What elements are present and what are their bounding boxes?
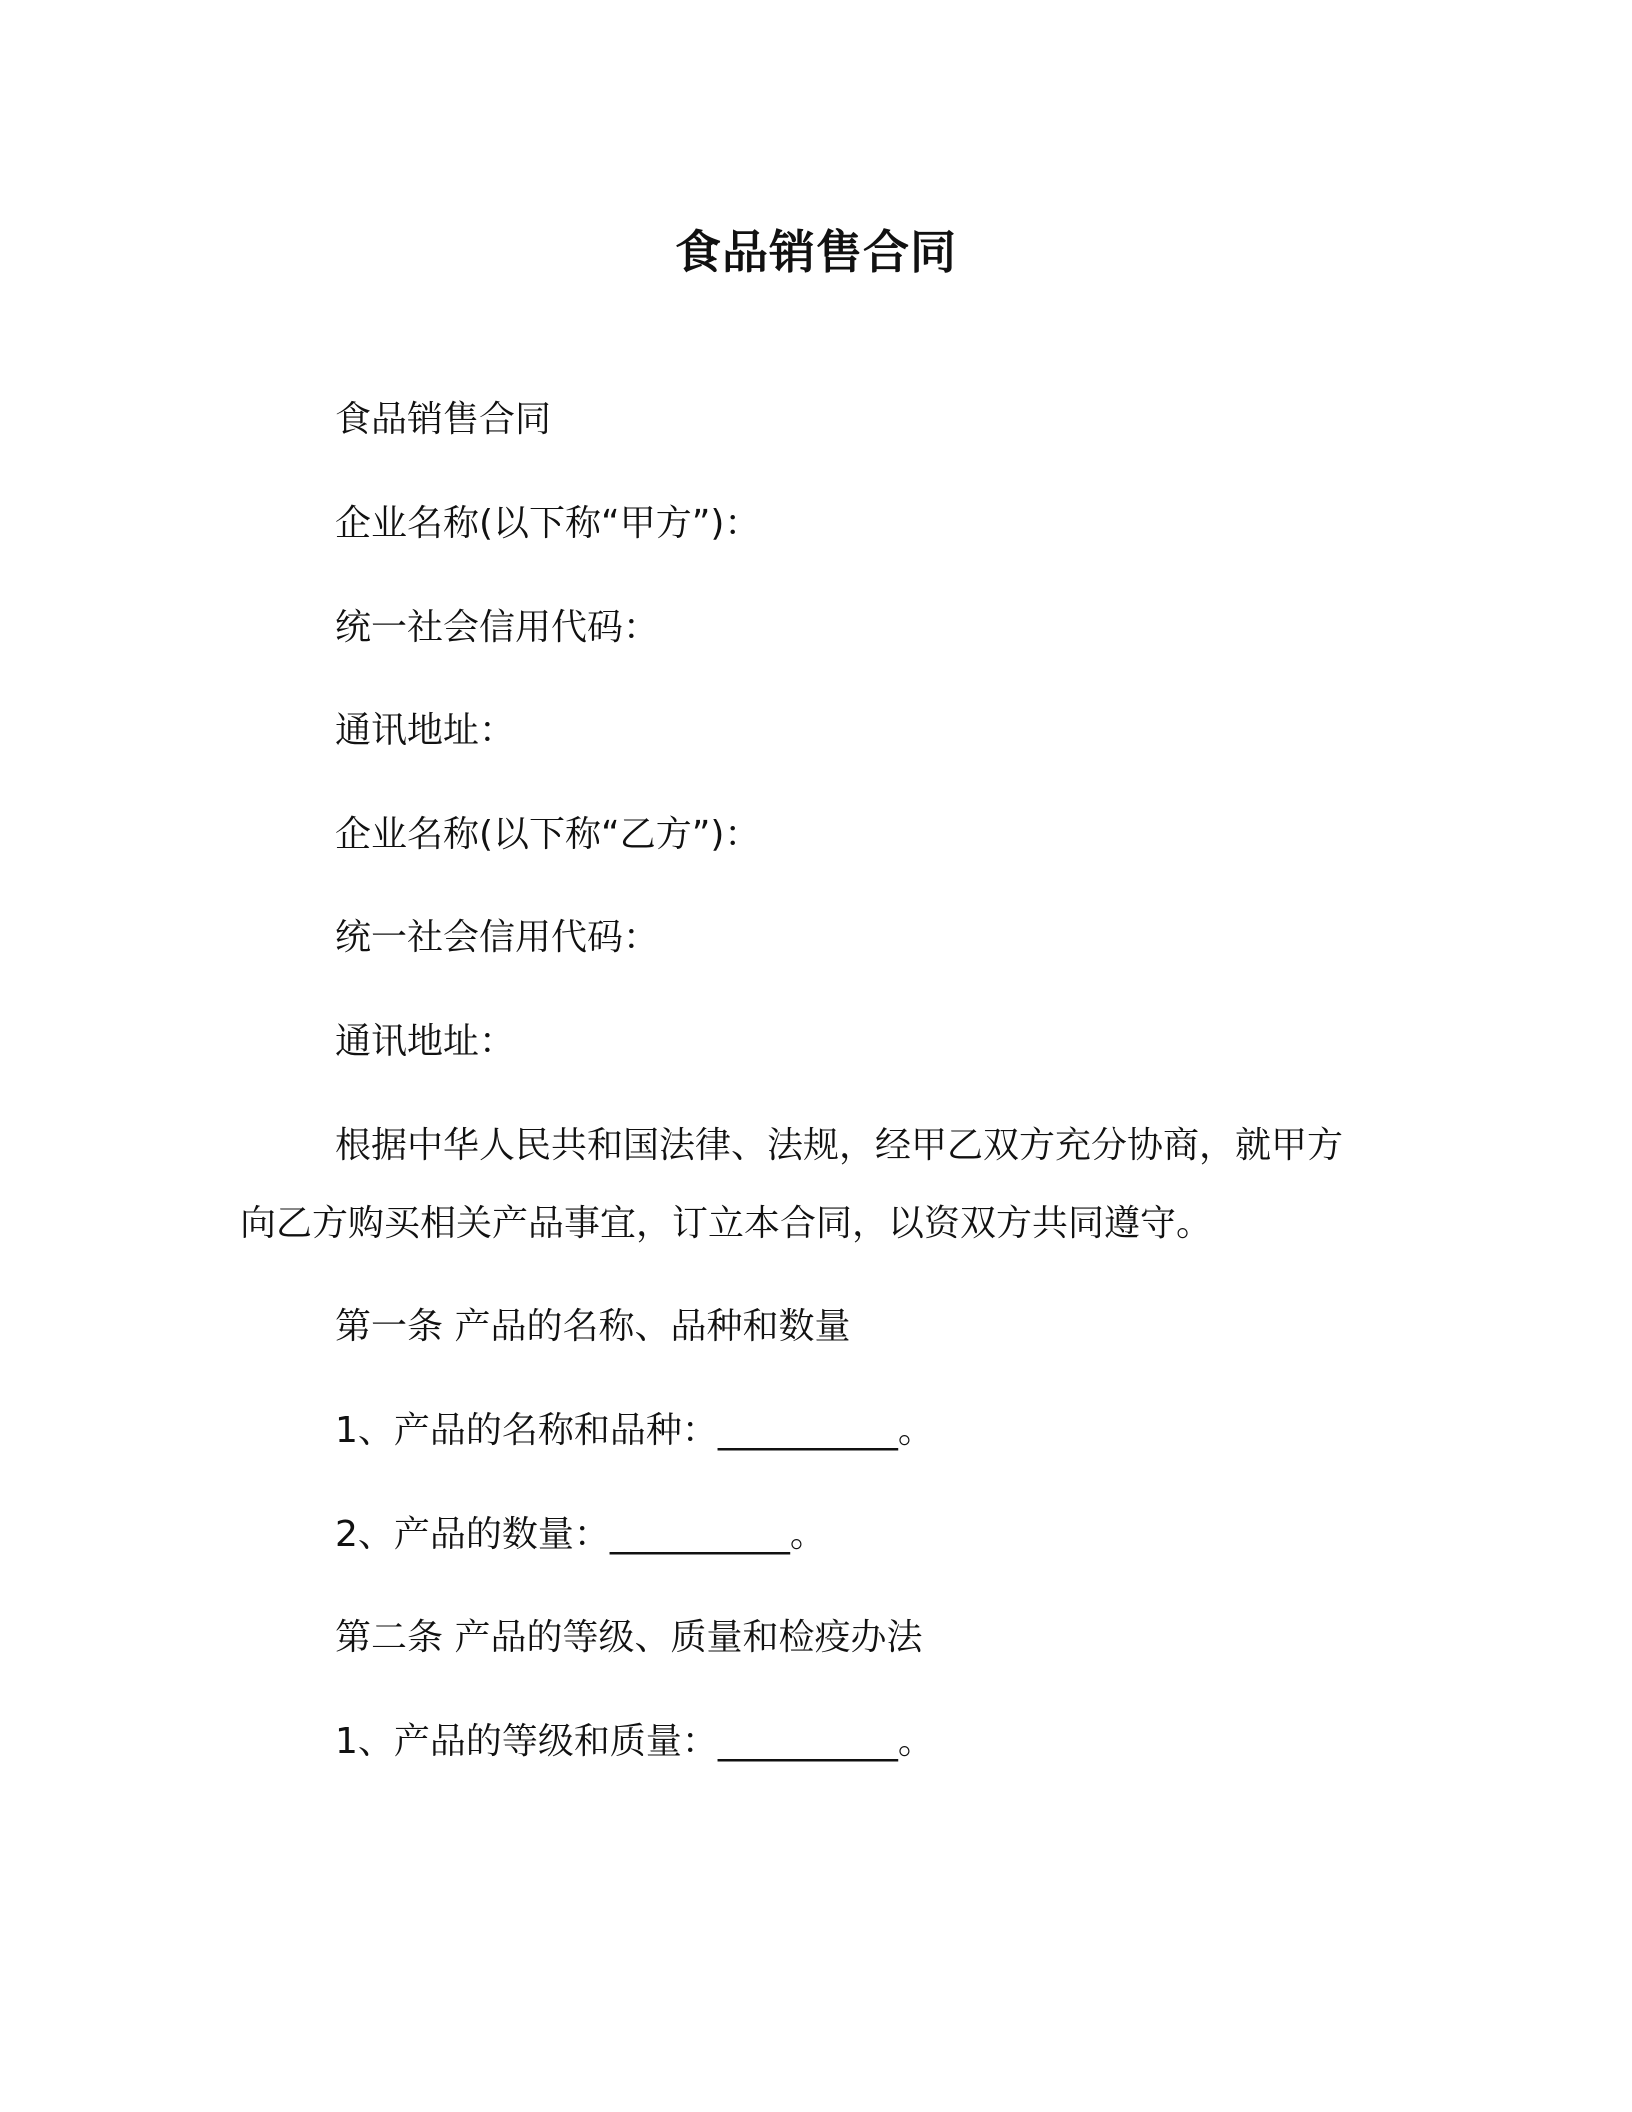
article-1-item-2: 2、产品的数量：__________。 (335, 1514, 826, 1555)
party-b-address-line: 通讯地址： (335, 1021, 516, 1062)
party-b-credit-code-line: 统一社会信用代码： (335, 917, 660, 958)
party-a-name-line: 企业名称(以下称“甲方”)： (335, 503, 761, 544)
document-title: 食品销售合同 (675, 225, 957, 279)
subtitle-line: 食品销售合同 (335, 399, 552, 440)
article-2-item-1: 1、产品的等级和质量：__________。 (335, 1721, 934, 1762)
intro-paragraph-line-1: 根据中华人民共和国法律、法规，经甲乙双方充分协商，就甲方 (335, 1125, 1344, 1166)
article-1-item-1: 1、产品的名称和品种：__________。 (335, 1410, 934, 1451)
party-a-address-line: 通讯地址： (335, 710, 516, 751)
party-b-name-line: 企业名称(以下称“乙方”)： (335, 814, 761, 855)
article-2-heading: 第二条 产品的等级、质量和检疫办法 (335, 1617, 923, 1658)
article-1-heading: 第一条 产品的名称、品种和数量 (335, 1306, 851, 1347)
intro-paragraph-line-2: 向乙方购买相关产品事宜，订立本合同，以资双方共同遵守。 (240, 1203, 1213, 1244)
party-a-credit-code-line: 统一社会信用代码： (335, 607, 660, 648)
